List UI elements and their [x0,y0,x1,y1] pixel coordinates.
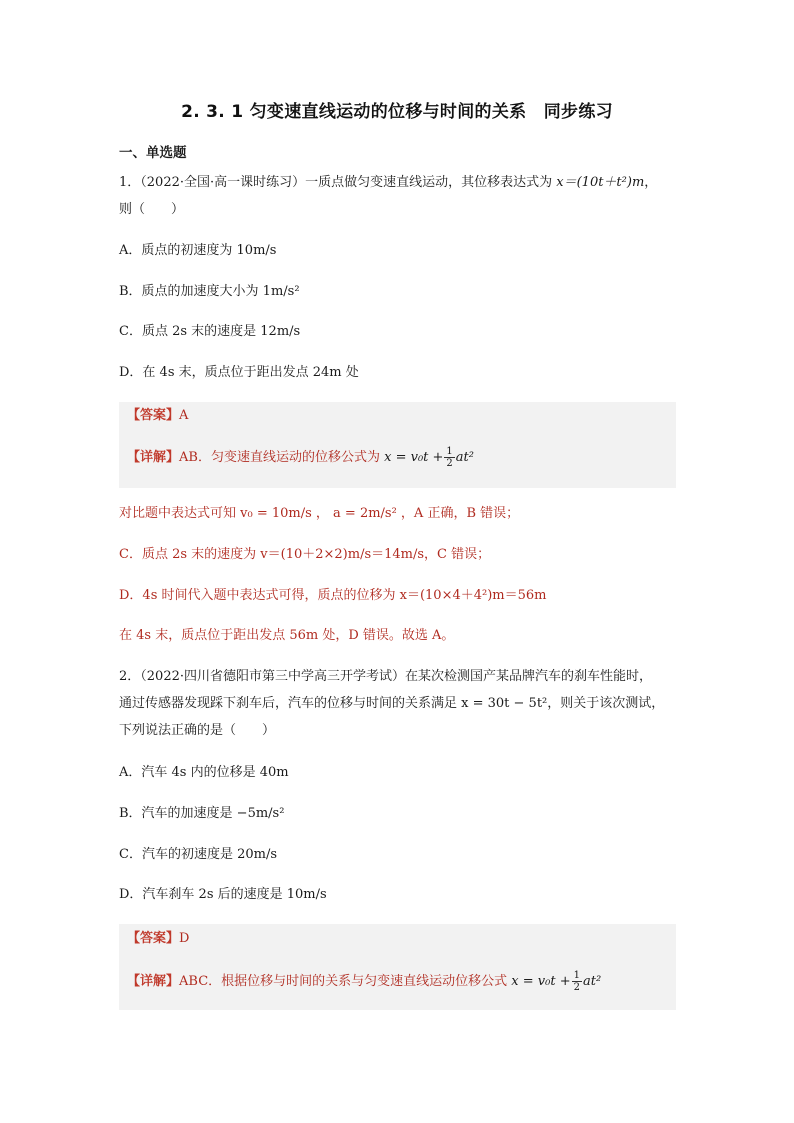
q1-explain-1: 对比题中表达式可知 v₀ = 10m/s ， a = 2m/s² ，A 正确，B 错误； [119,506,520,521]
q1-option-c: C．质点 2s 末的速度是 12m/s [119,324,301,339]
fraction-half: $\frac{1}{2}$ [573,970,580,993]
q1-option-a: A．质点的初速度为 10m/s [119,243,277,258]
q1-option-d: D．在 4s 末，质点位于距出发点 24m 处 [119,365,359,380]
detail-tag: 【详解】 [127,450,180,465]
q2-option-b: B．汽车的加速度是 −5m/s² [119,806,285,821]
q1-answer: A [179,408,189,423]
q1-answer-line [127,404,188,423]
q1-explain-4: 在 4s 末，质点位于距出发点 56m 处，D 错误。故选 A。 [119,628,455,643]
q1-stem-line2: 则（ ） [119,202,185,217]
q2-option-a: A．汽车 4s 内的位移是 40m [119,765,289,780]
q2-option-d: D．汽车刹车 2s 后的速度是 10m/s [119,887,327,902]
q2-answer-box [119,924,676,1010]
q2-answer: D [179,931,190,946]
section-heading: 一、单选题 [119,145,187,161]
q2-stem-line1: 2．（2022·四川省德阳市第三中学高三开学考试）在某次检测国产某品牌汽车的刹车性能时， [119,669,652,684]
q1-stem-line1: 1．（2022·全国·高一课时练习）一质点做匀变速直线运动，其位移表达式为 x＝(10t＋t²)m， [119,175,658,190]
fraction-half: $\frac{1}{2}$ [446,446,453,469]
q2-answer-line [127,927,189,946]
q1-stem-formula: x＝(10t＋t²)m [556,175,645,190]
q2-detail-line: 【详解】ABC．根据位移与时间的关系与匀变速直线运动位移公式 x = v₀t + $\frac{1}{2}$ at² [127,970,602,993]
detail-tag: 【详解】 [127,974,180,989]
q1-explain-2: C．质点 2s 末的速度为 v＝(10＋2×2)m/s＝14m/s，C 错误； [119,547,491,562]
answer-tag: 【答案】 [127,931,180,946]
q2-stem-line2: 通过传感器发现踩下刹车后，汽车的位移与时间的关系满足 x = 30t − 5t²，则关于该次测试， [119,696,665,711]
answer-tag: 【答案】 [127,408,180,423]
q1-option-b: B．质点的加速度大小为 1m/s² [119,284,300,299]
page-title: 2. 3. 1 匀变速直线运动的位移与时间的关系 同步练习 [181,102,613,122]
q2-option-c: C．汽车的初速度是 20m/s [119,847,277,862]
q2-stem-line3: 下列说法正确的是（ ） [119,723,276,738]
q1-detail-line: 【详解】AB．匀变速直线运动的位移公式为 x = v₀t + $\frac{1}{2}$ at² [127,446,474,469]
q1-answer-box [119,402,676,488]
q1-explain-3: D．4s 时间代入题中表达式可得，质点的位移为 x＝(10×4＋4²)m＝56m [119,588,547,603]
